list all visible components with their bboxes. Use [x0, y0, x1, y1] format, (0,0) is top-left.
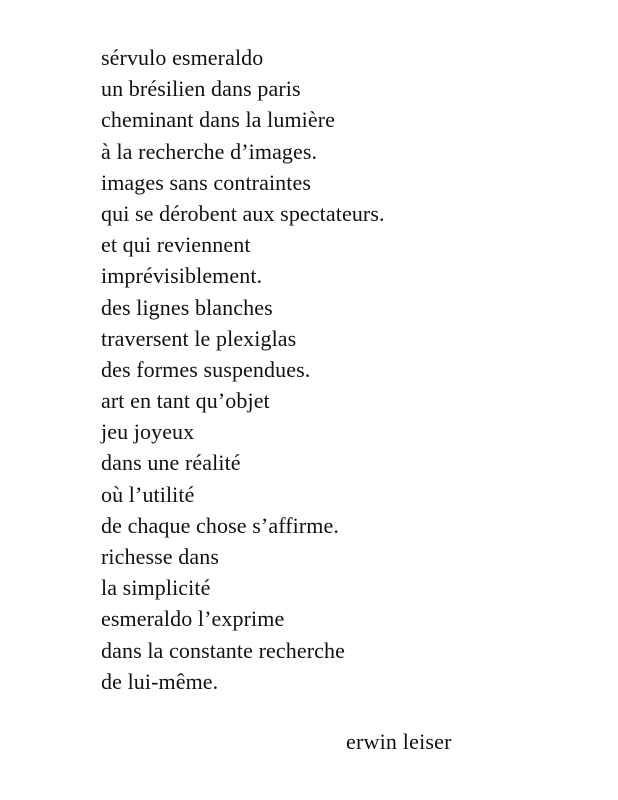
poem-text: [101, 42, 385, 697]
poem-line: dans la constante recherche: [101, 637, 345, 663]
poem-line: jeu joyeux: [101, 419, 195, 445]
poem-line: de lui-même.: [101, 668, 219, 694]
poem-line: des formes suspendues.: [101, 356, 311, 382]
poem-line: des lignes blanches: [101, 294, 273, 320]
poem-line: de chaque chose s’affirme.: [101, 512, 339, 538]
poem-line: art en tant qu’objet: [101, 388, 270, 414]
poem-line: traversent le plexiglas: [101, 325, 297, 351]
poem-line: dans une réalité: [101, 450, 241, 476]
poem-line: richesse dans: [101, 544, 219, 569]
poem-line: esmeraldo l’exprime: [101, 606, 285, 632]
poem-line: à la recherche d’images.: [101, 138, 318, 164]
poem-line: images sans contraintes: [101, 169, 312, 195]
author-signature: erwin leiser: [346, 729, 452, 754]
poem-line: qui se dérobent aux spectateurs.: [101, 200, 385, 226]
poem-line: la simplicité: [101, 575, 211, 601]
poem-line: et qui reviennent: [101, 232, 251, 258]
poem-line: où l’utilité: [101, 481, 195, 507]
poem-line: un brésilien dans paris: [101, 76, 301, 102]
poem-line: imprévisiblement.: [101, 263, 263, 289]
poem-line: cheminant dans la lumière: [101, 107, 336, 133]
poem-line: sérvulo esmeraldo: [101, 45, 264, 70]
